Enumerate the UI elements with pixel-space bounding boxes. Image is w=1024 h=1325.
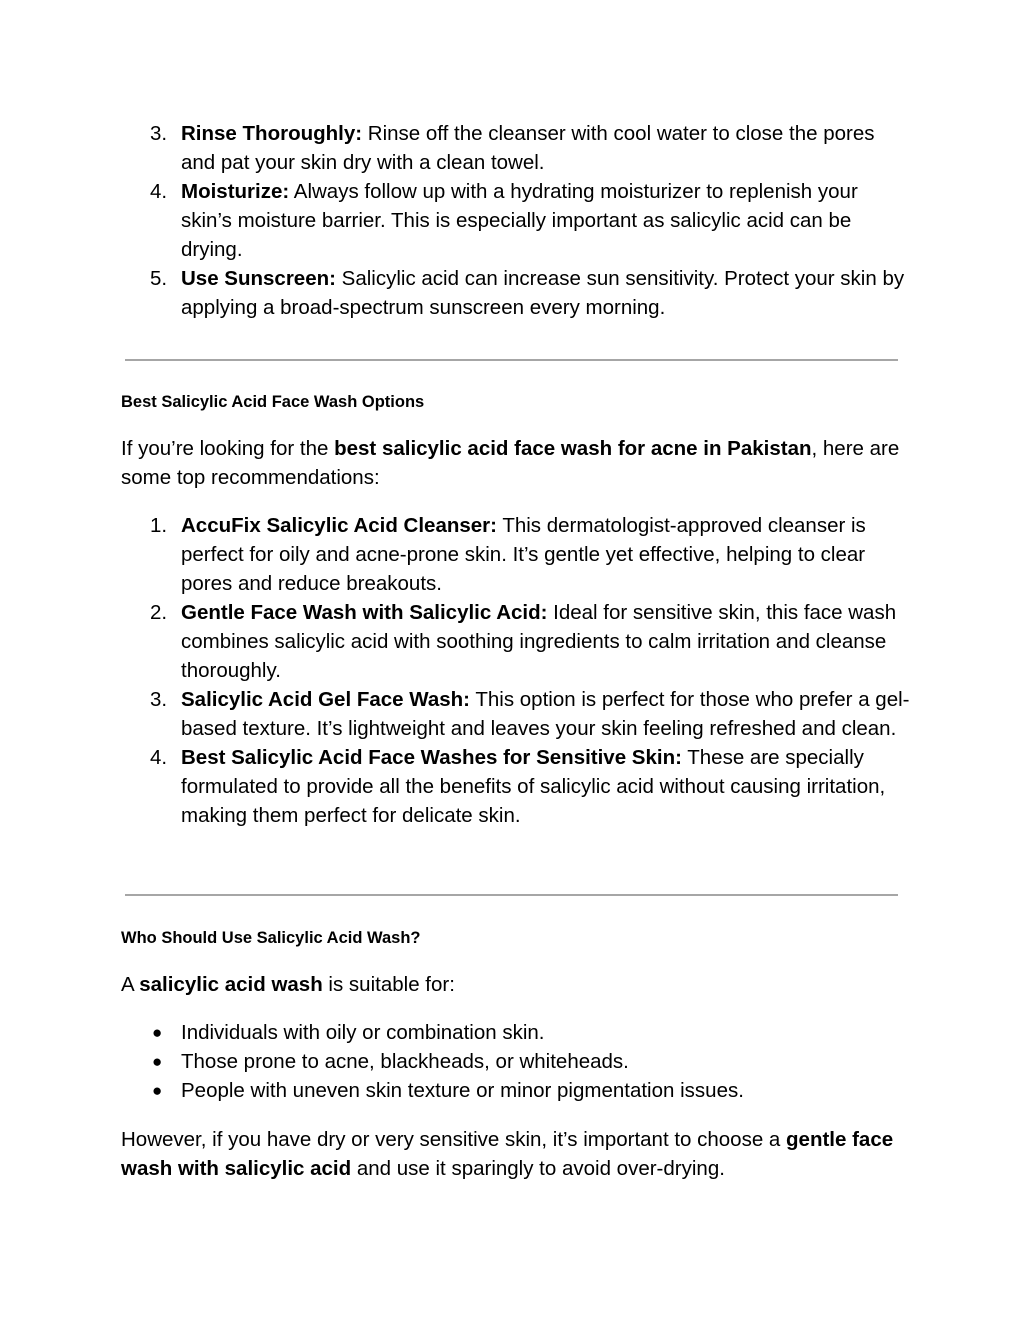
closing-paragraph	[121, 1125, 901, 1183]
list-number: 1.	[150, 514, 168, 537]
closing-text-end: and use it sparingly to avoid over-drying.	[351, 1157, 725, 1180]
list-number: 3.	[150, 122, 168, 145]
list-item	[121, 743, 911, 830]
list-item-title: Salicylic Acid Gel Face Wash:	[181, 688, 471, 711]
list-number: 4.	[150, 746, 168, 769]
list-item-text: Salicylic acid can increase sun sensitivity. Protect your skin by applying a broad-spectrum sunscreen every morning.	[181, 267, 905, 319]
intro-bold-text: best salicylic acid face wash for acne in Pakistan	[334, 437, 812, 460]
intro-text: A	[121, 973, 140, 996]
bullet-icon: ●	[152, 1081, 163, 1100]
list-item	[121, 511, 911, 598]
closing-bold-text: gentle face wash with salicylic acid	[121, 1128, 894, 1180]
bullet-icon: ●	[152, 1052, 163, 1071]
list-item	[121, 1018, 911, 1047]
list-item-title: Best Salicylic Acid Face Washes for Sensitive Skin:	[181, 746, 682, 769]
list-item-title: Moisturize:	[181, 180, 290, 203]
list-item-title: Use Sunscreen:	[181, 267, 336, 290]
list-item-text: Always follow up with a hydrating moisturizer to replenish your skin’s moisture barrier. This is especially important as salicylic acid can be drying.	[181, 180, 858, 261]
intro-text-end: is suitable for:	[322, 973, 455, 996]
list-item-text: Rinse off the cleanser with cool water to close the pores and pat your skin dry with a clean towel.	[181, 122, 875, 174]
list-item-title: Gentle Face Wash with Salicylic Acid:	[181, 601, 548, 624]
intro-text-end: , here are some top recommendations:	[121, 437, 900, 489]
section-heading-who-should-use: Who Should Use Salicylic Acid Wash?	[121, 929, 421, 947]
list-item-text: Those prone to acne, blackheads, or whiteheads.	[181, 1050, 629, 1073]
section-heading-best-options: Best Salicylic Acid Face Wash Options	[121, 393, 425, 411]
list-item	[121, 119, 911, 177]
list-item-text: Individuals with oily or combination skin.	[181, 1021, 545, 1044]
closing-text: However, if you have dry or very sensitive skin, it’s important to choose a	[121, 1128, 787, 1151]
list-item-text: Ideal for sensitive skin, this face wash combines salicylic acid with soothing ingredients to calm irritation and cleanse thoroughly.	[181, 601, 897, 682]
list-item-title: Rinse Thoroughly:	[181, 122, 363, 145]
list-item	[121, 685, 911, 743]
steps-list	[121, 119, 911, 322]
horizontal-divider	[125, 359, 898, 361]
list-item	[121, 177, 911, 264]
suitability-list	[121, 1018, 911, 1105]
list-number: 4.	[150, 180, 168, 203]
intro-text: If you’re looking for the	[121, 437, 335, 460]
list-item-title: AccuFix Salicylic Acid Cleanser:	[181, 514, 497, 537]
list-item-text: These are specially formulated to provide all the benefits of salicylic acid without causing irritation, making them perfect for delicate skin.	[181, 746, 886, 827]
list-item-text: This dermatologist-approved cleanser is perfect for oily and acne-prone skin. It’s gentle yet effective, helping to clear pores and reduce breakouts.	[181, 514, 866, 595]
list-item	[121, 1047, 911, 1076]
bullet-icon: ●	[152, 1023, 163, 1042]
who-should-use-intro	[121, 970, 901, 999]
list-number: 5.	[150, 267, 168, 290]
list-number: 2.	[150, 601, 168, 624]
list-item-text: People with uneven skin texture or minor pigmentation issues.	[181, 1079, 744, 1102]
recommendations-list	[121, 511, 911, 830]
list-item	[121, 1076, 911, 1105]
list-item	[121, 264, 911, 322]
best-options-intro	[121, 434, 901, 492]
list-number: 3.	[150, 688, 168, 711]
horizontal-divider	[125, 894, 898, 896]
intro-bold-text: salicylic acid wash	[139, 973, 323, 996]
list-item	[121, 598, 911, 685]
list-item-text: This option is perfect for those who prefer a gel-based texture. It’s lightweight and leaves your skin feeling refreshed and clean.	[181, 688, 910, 740]
